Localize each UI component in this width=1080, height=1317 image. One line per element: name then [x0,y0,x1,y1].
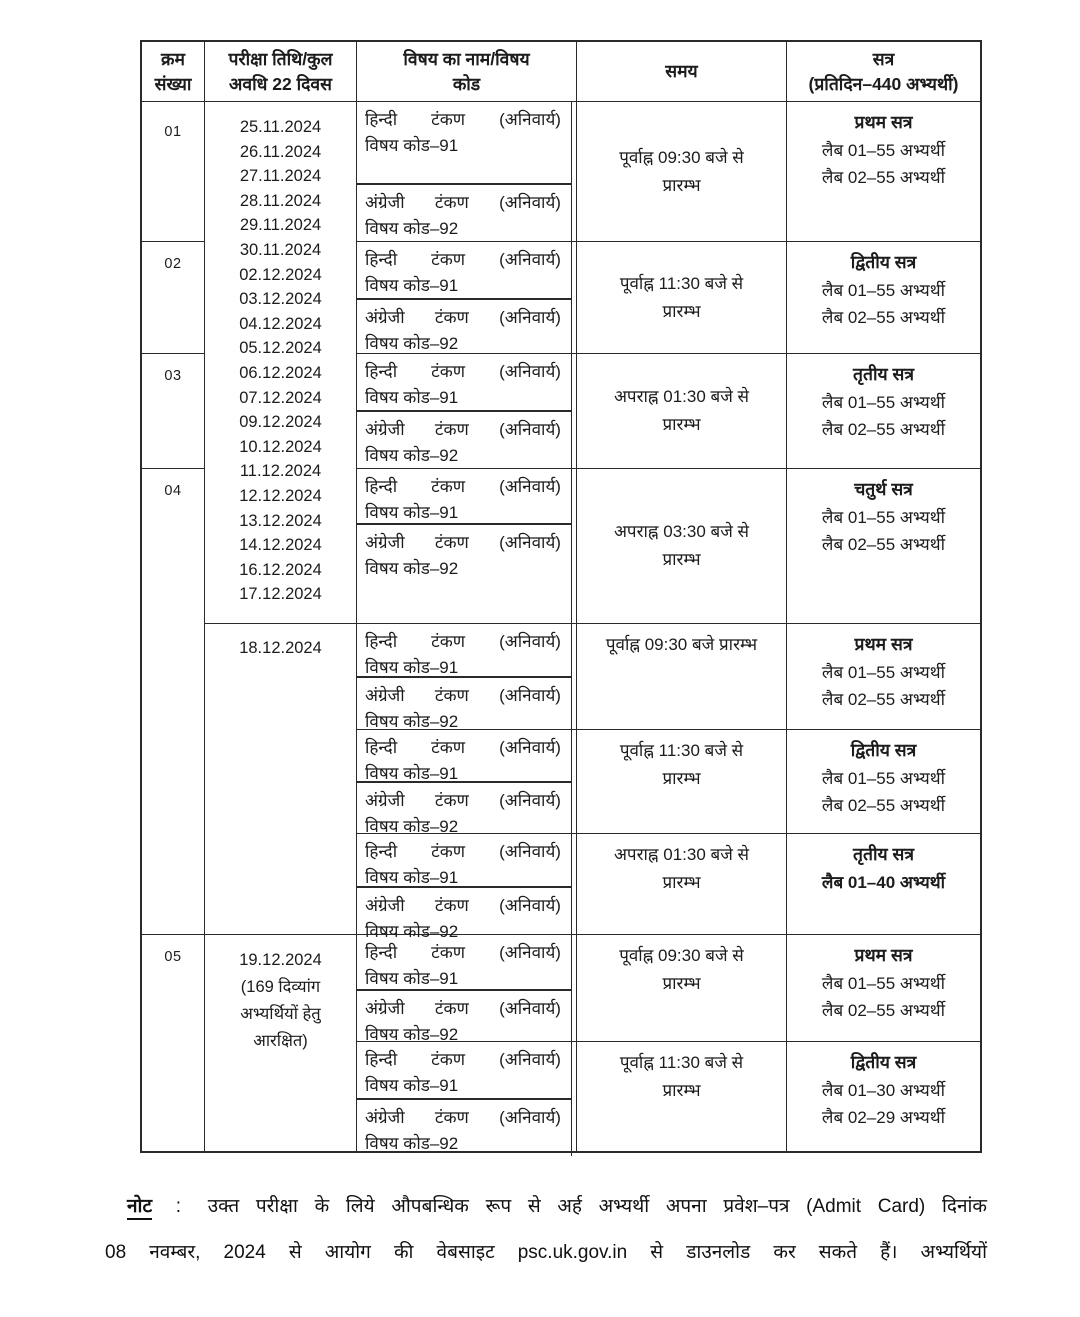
time-cell: पूर्वाह्न 09:30 बजे से प्रारम्भ [577,935,787,1042]
subject-hindi-typing: हिन्दी टंकण (अनिवार्य) विषय कोड–91 [357,730,572,782]
subject-hindi-typing: हिन्दी टंकण (अनिवार्य) विषय कोड–91 [357,1042,572,1099]
exam-note [105,1192,987,1268]
header-serial: क्रम संख्या [142,42,205,102]
date-cell-19dec-reserved: 19.12.2024 (169 दिव्यांग अभ्यर्थियों हेतु आरक्षित) [205,935,357,1151]
header-subject: विषय का नाम/विषय कोड [357,42,577,102]
serial-cell-01: 01 [142,102,205,242]
note-line-2: 08 नवम्बर, 2024 से आयोग की वेबसाइट psc.uk.gov.in से डाउनलोड कर सकते हैं। अभ्यर्थियों [105,1242,987,1263]
subject-english-typing: अंग्रेजी टंकण (अनिवार्य) विषय कोड–92 [357,299,572,356]
session-cell: द्वितीय सत्र लैब 01–30 अभ्यर्थी लैब 02–29 अभ्यर्थी [821,1052,946,1127]
subject-cell [357,1042,577,1151]
subject-cell [357,935,577,1042]
session-cell: द्वितीय सत्र लैब 01–55 अभ्यर्थी लैब 02–55 अभ्यर्थी [787,730,980,834]
session-cell: प्रथम सत्र लैब 01–55 अभ्यर्थी लैब 02–55 अभ्यर्थी [787,624,980,730]
subject-hindi-typing: हिन्दी टंकण (अनिवार्य) विषय कोड–91 [357,102,572,184]
subject-english-typing: अंग्रेजी टंकण (अनिवार्य) विषय कोड–92 [357,411,572,468]
serial-cell-05: 05 [142,935,205,1151]
session-cell: प्रथम सत्र लैब 01–55 अभ्यर्थी लैब 02–55 अभ्यर्थी [787,102,980,242]
note-text-1: उक्त परीक्षा के लिये औपबन्धिक रूप से अर्ह अभ्यर्थी अपना प्रवेश–पत्र (Admit Card) दिनांक [207,1196,988,1217]
time-cell: पूर्वाह्न 11:30 बजे से प्रारम्भ [577,242,787,354]
note-line-1 [105,1192,987,1222]
subject-hindi-typing: हिन्दी टंकण (अनिवार्य) विषय कोड–91 [357,242,572,299]
subject-english-typing: अंग्रेजी टंकण (अनिवार्य) विषय कोड–92 [357,524,572,623]
date-cell-18dec: 18.12.2024 [205,624,357,935]
subject-cell [357,834,577,941]
time-cell: पूर्वाह्न 11:30 बजे से प्रारम्भ [577,730,787,834]
subject-cell [357,354,577,469]
subject-cell [357,469,577,624]
subject-hindi-typing: हिन्दी टंकण (अनिवार्य) विषय कोड–91 [357,469,572,524]
subject-english-typing: अंग्रेजी टंकण (अनिवार्य) विषय कोड–92 [357,184,572,241]
subject-hindi-typing: हिन्दी टंकण (अनिवार्य) विषय कोड–91 [357,624,572,677]
subject-hindi-typing: हिन्दी टंकण (अनिवार्य) विषय कोड–91 [357,935,572,990]
note-label: नोट [127,1196,152,1220]
subject-english-typing: अंग्रेजी टंकण (अनिवार्य) विषय कोड–92 [357,782,572,839]
time-cell: पूर्वाह्न 11:30 बजे से प्रारम्भ [577,1042,787,1151]
note-separator: : [175,1196,182,1217]
header-exam-date: परीक्षा तिथि/कुल अवधि 22 दिवस [205,42,357,102]
date-cell-merged-25nov-17dec: 25.11.2024 26.11.2024 27.11.2024 28.11.2024 29.11.2024 30.11.2024 02.12.2024 03.12.2024 04.12.2024 05.12.2024 06.12.2024 07.12.2024 09.12.2024 10.12.2024 11.12.2024 12.12.2024 13.12.2024 14.12.2024 16.12.2024 17.12.2024 [205,102,357,624]
header-time: समय [577,42,787,102]
subject-cell [357,102,577,242]
subject-english-typing: अंग्रेजी टंकण (अनिवार्य) विषय कोड–92 [357,677,572,734]
session-cell: प्रथम सत्र लैब 01–55 अभ्यर्थी लैब 02–55 अभ्यर्थी [787,935,980,1042]
subject-cell [357,730,577,834]
subject-cell [357,242,577,354]
time-cell: पूर्वाह्न 09:30 बजे से प्रारम्भ [577,102,787,242]
exam-schedule-table [140,40,982,1153]
session-cell: तृतीय सत्र लैब 01–40 अभ्यर्थी [787,834,980,935]
session-cell: तृतीय सत्र लैब 01–55 अभ्यर्थी लैब 02–55 अभ्यर्थी [787,354,980,469]
subject-english-typing: अंग्रेजी टंकण (अनिवार्य) विषय कोड–92 [357,990,572,1047]
subject-english-typing: अंग्रेजी टंकण (अनिवार्य) विषय कोड–92 [357,887,572,944]
session-cell: द्वितीय सत्र लैब 01–55 अभ्यर्थी लैब 02–55 अभ्यर्थी [787,242,980,354]
serial-cell-04: 04 [142,469,205,935]
time-cell: पूर्वाह्न 09:30 बजे प्रारम्भ [577,624,787,730]
session-cell: चतुर्थ सत्र लैब 01–55 अभ्यर्थी लैब 02–55 अभ्यर्थी [787,469,980,624]
serial-cell-03: 03 [142,354,205,469]
subject-hindi-typing: हिन्दी टंकण (अनिवार्य) विषय कोड–91 [357,354,572,411]
time-cell: अपराह्न 01:30 बजे से प्रारम्भ [577,834,787,935]
subject-hindi-typing: हिन्दी टंकण (अनिवार्य) विषय कोड–91 [357,834,572,887]
header-session: सत्र (प्रतिदिन–440 अभ्यर्थी) [787,42,980,102]
serial-cell-02: 02 [142,242,205,354]
time-cell: अपराह्न 03:30 बजे से प्रारम्भ [577,469,787,624]
subject-cell [357,624,577,730]
subject-english-typing: अंग्रेजी टंकण (अनिवार्य) विषय कोड–92 [357,1099,572,1156]
time-cell: अपराह्न 01:30 बजे से प्रारम्भ [577,354,787,469]
